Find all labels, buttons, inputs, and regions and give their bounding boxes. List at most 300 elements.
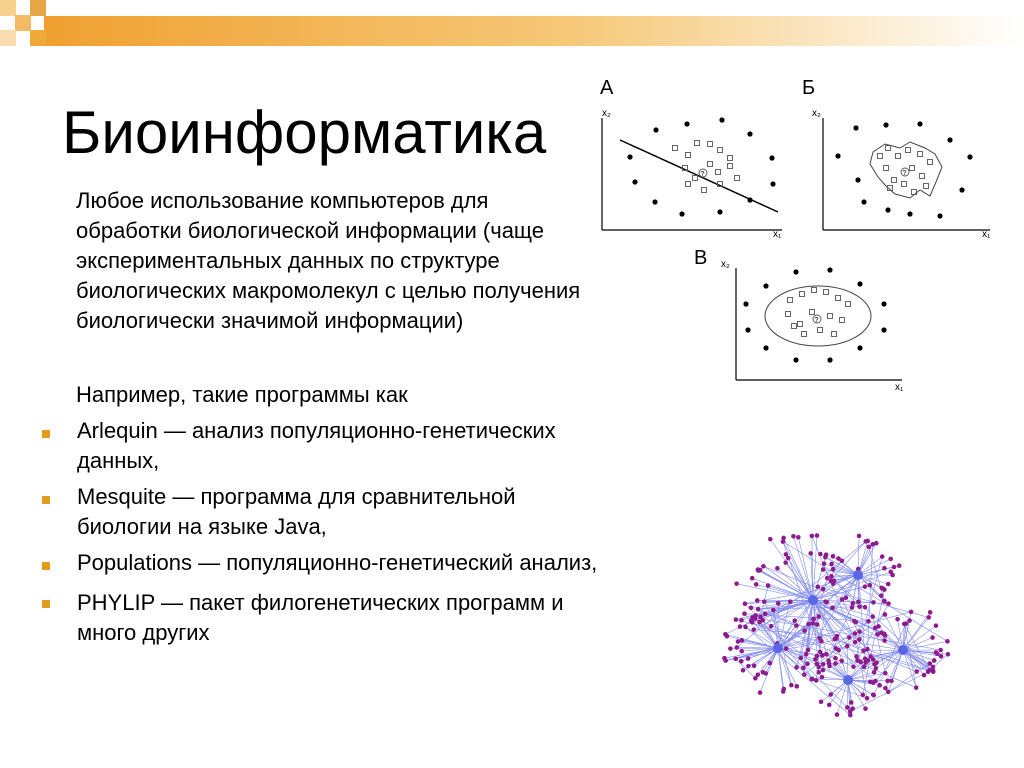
network-node <box>928 610 933 615</box>
network-node <box>824 652 829 657</box>
network-node <box>792 618 797 623</box>
network-node <box>756 567 761 572</box>
scatter-square <box>786 312 791 317</box>
network-edge <box>737 647 778 648</box>
network-node <box>868 583 873 588</box>
network-node <box>722 656 727 661</box>
definition-line: биологически значимой информации) <box>76 308 464 333</box>
network-node <box>802 628 807 633</box>
network-node <box>816 670 821 675</box>
network-node <box>888 557 893 562</box>
network-node <box>886 601 891 606</box>
bullet-marker-icon <box>42 562 50 570</box>
scatter-square <box>878 154 883 159</box>
network-node <box>723 632 728 637</box>
axis-x-label: x₁ <box>982 229 991 240</box>
network-node <box>804 652 809 657</box>
network-node <box>857 637 862 642</box>
network-node <box>866 658 871 663</box>
network-node <box>934 623 939 628</box>
scatter-square <box>906 148 911 153</box>
network-node <box>751 627 756 632</box>
network-node <box>733 656 738 661</box>
network-node <box>761 670 766 675</box>
network-node <box>831 554 836 559</box>
network-node <box>883 671 888 676</box>
axis-y-label: x₂ <box>721 259 730 270</box>
scatter-dot <box>883 122 888 127</box>
network-node <box>927 661 932 666</box>
network-node <box>830 606 835 611</box>
axis-x-label: x₁ <box>773 229 782 240</box>
network-node <box>835 712 840 717</box>
network-node <box>931 668 936 673</box>
network-hub <box>843 675 853 685</box>
network-node <box>815 622 820 627</box>
network-node <box>758 690 763 695</box>
scatter-square <box>832 332 837 337</box>
scatter-square <box>673 146 678 151</box>
network-node <box>828 692 833 697</box>
network-node <box>850 605 855 610</box>
network-node <box>882 587 887 592</box>
scatter-dot <box>763 283 768 288</box>
scatter-dot <box>719 117 724 122</box>
network-edge <box>736 659 756 679</box>
network-node <box>847 635 852 640</box>
network-node <box>883 686 888 691</box>
scatter-square <box>792 324 797 329</box>
scatter-dot <box>861 199 866 204</box>
network-node <box>831 567 836 572</box>
network-node <box>833 656 838 661</box>
network-node <box>863 584 868 589</box>
network-node <box>815 662 820 667</box>
network-node <box>817 636 822 641</box>
scatter-dot <box>959 187 964 192</box>
scatter-square <box>812 288 817 293</box>
network-node <box>863 706 868 711</box>
network-node <box>938 648 943 653</box>
network-node <box>788 599 793 604</box>
network-node <box>853 640 858 645</box>
network-node <box>799 656 804 661</box>
panel-b-label: Б <box>802 77 816 99</box>
network-node <box>775 566 780 571</box>
list-item-line: Populations — популяционно-генетический анализ, <box>77 550 598 575</box>
network-hub <box>773 643 783 653</box>
network-node <box>811 621 816 626</box>
network-node <box>776 601 781 606</box>
bullet-marker-icon <box>42 430 50 438</box>
network-node <box>885 679 890 684</box>
network-node <box>839 658 844 663</box>
scatter-dot <box>745 327 750 332</box>
bullet-marker-icon <box>42 496 50 504</box>
intro-text: Например, такие программы как <box>76 382 408 407</box>
scatter-square <box>884 166 889 171</box>
network-node <box>805 661 810 666</box>
scatter-dot <box>967 154 972 159</box>
network-node <box>811 617 816 622</box>
scatter-dot <box>857 281 862 286</box>
network-node <box>750 576 755 581</box>
network-node <box>907 618 912 623</box>
network-node <box>850 601 855 606</box>
axis-y-label: x₂ <box>812 108 821 119</box>
network-node <box>754 582 759 587</box>
network-node <box>832 578 837 583</box>
scatter-dot <box>770 181 775 186</box>
scatter-dot <box>917 121 922 126</box>
network-node <box>755 672 760 677</box>
center-mark: ? <box>814 317 819 324</box>
network-node <box>863 605 868 610</box>
network-node <box>939 654 944 659</box>
network-node <box>914 685 919 690</box>
network-node <box>886 690 891 695</box>
scatter-dot <box>747 197 752 202</box>
network-node <box>794 684 799 689</box>
network-node <box>815 654 820 659</box>
network-node <box>932 658 937 663</box>
scatter-dot <box>653 127 658 132</box>
network-node <box>808 551 813 556</box>
scatter-square <box>918 152 923 157</box>
scatter-square <box>828 314 833 319</box>
scatter-dot <box>907 211 912 216</box>
network-node <box>740 638 745 643</box>
scatter-dot <box>652 199 657 204</box>
network-node <box>895 617 900 622</box>
network-node <box>746 664 751 669</box>
scatter-square <box>810 310 815 315</box>
scatter-dot <box>769 155 774 160</box>
network-node <box>836 556 841 561</box>
network-node <box>883 612 888 617</box>
network-node <box>853 631 858 636</box>
network-node <box>781 536 786 541</box>
network-node <box>821 567 826 572</box>
network-node <box>857 604 862 609</box>
network-node <box>866 619 871 624</box>
network-node <box>741 668 746 673</box>
network-node <box>854 620 859 625</box>
network-node <box>840 597 845 602</box>
scatter-square <box>728 156 733 161</box>
network-node <box>874 660 879 665</box>
scatter-square <box>735 176 740 181</box>
network-node <box>845 705 850 710</box>
scatter-square <box>896 154 901 159</box>
network-node <box>734 617 739 622</box>
network-node <box>865 539 870 544</box>
scatter-square <box>702 188 707 193</box>
network-node <box>871 600 876 605</box>
network-node <box>934 650 939 655</box>
network-node <box>753 616 758 621</box>
slide-title: Биоинформатика <box>62 99 547 166</box>
scatter-square <box>686 153 691 158</box>
network-node <box>763 612 768 617</box>
network-node <box>810 534 815 539</box>
network-node <box>819 700 824 705</box>
network-node <box>810 677 815 682</box>
scatter-square <box>802 332 807 337</box>
list-item-line: Mesquite — программа для сравнительной <box>77 484 516 509</box>
network-node <box>829 574 834 579</box>
network-node <box>755 598 760 603</box>
network-node <box>794 623 799 628</box>
network-node <box>821 587 826 592</box>
network-node <box>827 703 832 708</box>
center-mark: ? <box>700 171 705 178</box>
network-node <box>882 599 887 604</box>
scatter-square <box>728 164 733 169</box>
scatter-dot <box>743 301 748 306</box>
scatter-dot <box>684 121 689 126</box>
network-node <box>865 696 870 701</box>
network-node <box>875 632 880 637</box>
network-node <box>854 654 859 659</box>
network-node <box>734 645 739 650</box>
network-node <box>752 664 757 669</box>
list-item-line: PHYLIP — пакет филогенетических программ и <box>77 590 564 615</box>
scatter-square <box>788 298 793 303</box>
scatter-square <box>695 141 700 146</box>
network-hub <box>808 595 818 605</box>
network-node <box>760 618 765 623</box>
scatter-square <box>798 322 803 327</box>
scatter-dot <box>679 211 684 216</box>
scatter-square <box>920 174 925 179</box>
network-node <box>771 608 776 613</box>
network-node <box>835 634 840 639</box>
network-node <box>743 625 748 630</box>
network-node <box>768 661 773 666</box>
network-node <box>930 635 935 640</box>
scatter-dot <box>632 179 637 184</box>
network-node <box>849 700 854 705</box>
decorative-top-bar <box>0 0 1024 46</box>
network-node <box>926 615 931 620</box>
network-node <box>836 648 841 653</box>
network-node <box>857 534 862 539</box>
network-node <box>851 664 856 669</box>
network-node <box>859 660 864 665</box>
network-node <box>825 576 830 581</box>
network-node <box>801 666 806 671</box>
network-node <box>781 687 786 692</box>
network-node <box>829 562 834 567</box>
network-node <box>816 614 821 619</box>
list-item-line: биологии на языке Java, <box>77 514 327 539</box>
scatter-square <box>924 184 929 189</box>
list-item-line: данных, <box>77 448 160 473</box>
network-node <box>816 584 821 589</box>
scatter-square <box>910 166 915 171</box>
network-node <box>879 593 884 598</box>
network-node <box>784 552 789 557</box>
network-node <box>850 706 855 711</box>
scatter-square <box>693 176 698 181</box>
scatter-dot <box>827 267 832 272</box>
list-item-line: Arlequin — анализ популяционно-генетических <box>77 418 556 443</box>
scatter-dot <box>627 154 632 159</box>
network-node <box>909 610 914 615</box>
network-node <box>806 622 811 627</box>
network-node <box>818 552 823 557</box>
network-node <box>756 607 761 612</box>
scatter-square <box>708 142 713 147</box>
scatter-square <box>716 170 721 175</box>
network-node <box>761 564 766 569</box>
network-node <box>794 665 799 670</box>
network-node <box>820 653 825 658</box>
network-node <box>823 555 828 560</box>
network-node <box>890 573 895 578</box>
scatter-square <box>686 182 691 187</box>
axis-x-label: x₁ <box>895 382 904 393</box>
list-item-line: много других <box>77 620 210 645</box>
scatter-dot <box>853 125 858 130</box>
scatter-square <box>718 148 723 153</box>
scatter-square <box>886 146 891 151</box>
panel-a-label: А <box>600 77 614 99</box>
network-node <box>872 670 877 675</box>
network-node <box>822 561 827 566</box>
network-node <box>768 537 773 542</box>
center-mark: ? <box>902 170 907 177</box>
scatter-square <box>708 162 713 167</box>
network-node <box>766 583 771 588</box>
scatter-square <box>824 290 829 295</box>
network-node <box>857 629 862 634</box>
classification-figure <box>590 72 1010 397</box>
network-node <box>856 599 861 604</box>
network-node <box>882 638 887 643</box>
scatter-square <box>892 178 897 183</box>
network-node <box>806 648 811 653</box>
network-node <box>870 542 875 547</box>
scatter-square <box>840 318 845 323</box>
network-node <box>872 693 877 698</box>
network-graph-image <box>708 500 964 725</box>
network-node <box>736 639 741 644</box>
network-hub <box>853 570 863 580</box>
scatter-dot <box>855 177 860 182</box>
definition-text <box>76 186 676 336</box>
scatter-square <box>836 296 841 301</box>
scatter-dot <box>937 213 942 218</box>
scatter-dot <box>793 357 798 362</box>
network-node <box>922 673 927 678</box>
axis-y-label: x₂ <box>602 108 611 119</box>
network-node <box>820 675 825 680</box>
network-node <box>750 620 755 625</box>
network-node <box>802 672 807 677</box>
network-node <box>742 611 747 616</box>
scatter-dot <box>885 207 890 212</box>
definition-line: Любое использование компьютеров для <box>76 188 489 213</box>
network-node <box>946 652 951 657</box>
network-node <box>865 647 870 652</box>
scatter-square <box>902 182 907 187</box>
definition-line: обработки биологической информации (чаще <box>76 218 545 243</box>
network-node <box>749 605 754 610</box>
network-node <box>739 618 744 623</box>
scatter-dot <box>857 345 862 350</box>
network-hub <box>898 645 908 655</box>
network-node <box>769 624 774 629</box>
scatter-dot <box>947 137 952 142</box>
network-node <box>815 533 820 538</box>
network-node <box>739 659 744 664</box>
scatter-dot <box>881 301 886 306</box>
network-node <box>866 545 871 550</box>
network-node <box>897 563 902 568</box>
network-node <box>833 661 838 666</box>
network-node <box>868 679 873 684</box>
network-node <box>870 614 875 619</box>
network-node <box>796 535 801 540</box>
network-node <box>824 600 829 605</box>
network-node <box>821 668 826 673</box>
network-node <box>945 639 950 644</box>
network-node <box>880 554 885 559</box>
network-node <box>862 665 867 670</box>
network-node <box>861 648 866 653</box>
definition-line: экспериментальных данных по структуре <box>76 248 500 273</box>
scatter-dot <box>747 131 752 136</box>
network-node <box>892 565 897 570</box>
scatter-dot <box>881 327 886 332</box>
scatter-dot <box>793 269 798 274</box>
network-node <box>873 626 878 631</box>
network-node <box>874 666 879 671</box>
scatter-square <box>818 328 823 333</box>
network-node <box>746 656 751 661</box>
scatter-dot <box>717 209 722 214</box>
network-node <box>821 662 826 667</box>
scatter-dot <box>835 153 840 158</box>
network-node <box>914 669 919 674</box>
bullet-marker-icon <box>42 600 50 608</box>
network-node <box>861 693 866 698</box>
network-node <box>904 621 909 626</box>
panel-v-label: В <box>694 247 708 269</box>
network-node <box>886 582 891 587</box>
network-node <box>762 599 767 604</box>
network-node <box>789 683 794 688</box>
network-node <box>826 658 831 663</box>
network-node <box>882 566 887 571</box>
scatter-square <box>928 160 933 165</box>
network-node <box>738 624 743 629</box>
network-node <box>845 644 850 649</box>
network-node <box>783 560 788 565</box>
network-node <box>739 649 744 654</box>
network-node <box>827 664 832 669</box>
network-node <box>734 581 739 586</box>
network-node <box>743 601 748 606</box>
scatter-square <box>846 302 851 307</box>
network-node <box>871 657 876 662</box>
network-node <box>791 534 796 539</box>
network-node <box>728 646 733 651</box>
definition-line: биологических макромолекул с целью получения <box>76 278 581 303</box>
scatter-dot <box>763 345 768 350</box>
